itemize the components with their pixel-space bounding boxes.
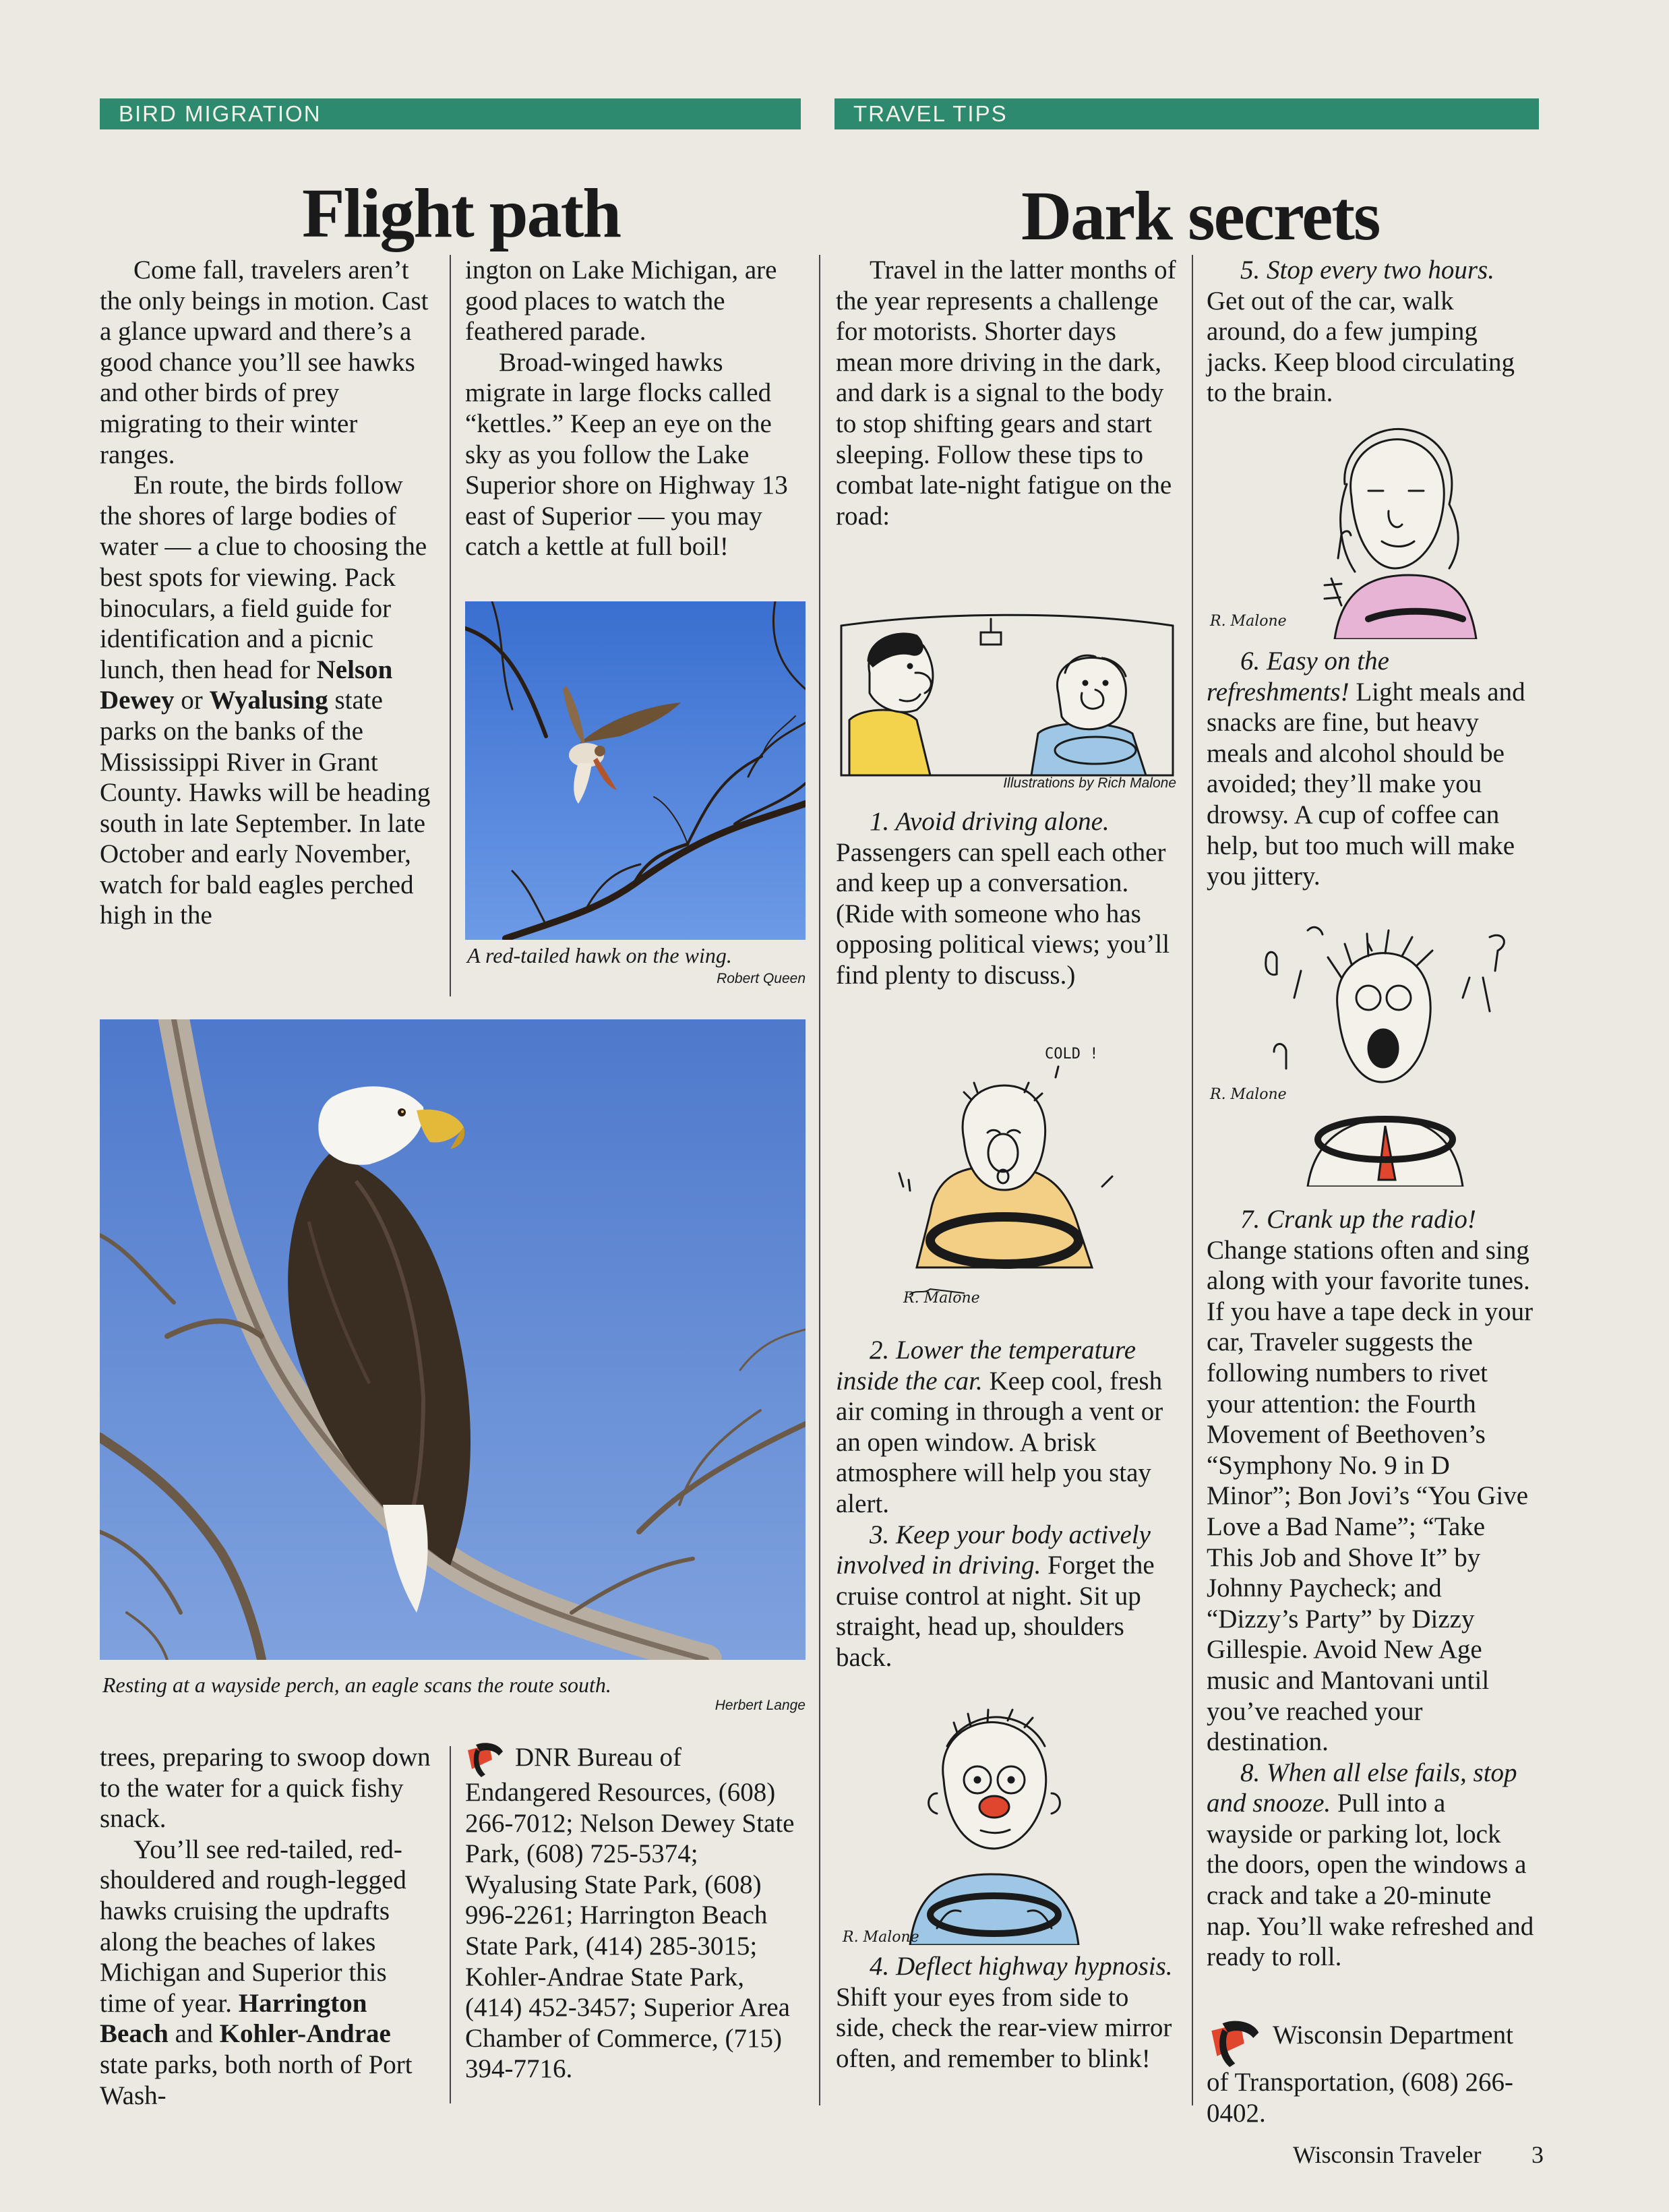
- eagle-photo-credit: Herbert Lange: [715, 1698, 806, 1713]
- dark-article-intro: [836, 255, 1176, 531]
- tips-7-8: [1207, 1204, 1537, 1973]
- artist-signature: R. Malone: [903, 1290, 980, 1307]
- park-name: Nelson Dewey: [100, 655, 393, 715]
- page-number: 3: [1531, 2141, 1544, 2168]
- eagle-photo: [100, 1019, 806, 1660]
- flight-article-column-2: [465, 255, 806, 562]
- phone-icon: [1207, 2020, 1262, 2067]
- eagle-caption: Resting at a wayside perch, an eagle scans the route south.: [102, 1673, 611, 1697]
- column-rule: [819, 255, 820, 2105]
- article-paragraph: Travel in the latter months of the year represents a challenge for motorists. Shorter days mean more driving in the dark, and dark is a signal to the body to stop shifting gears and start sleeping. Follow these tips to combat late-night fatigue on the road:: [836, 256, 1176, 531]
- illustration-passengers: [836, 599, 1176, 777]
- tip-6: [1207, 646, 1537, 892]
- park-name: Wyalusing: [209, 686, 328, 715]
- tips-2-3: [836, 1335, 1176, 1673]
- article-paragraph: 6. Easy on the refreshments! Light meals and snacks are fine, but heavy meals and alcohol should be avoided; they’ll make you drowsy. A cup of coffee can help, but too much will make you jittery.: [1207, 647, 1525, 891]
- flight-article-column-1: [100, 255, 435, 931]
- article-paragraph: trees, preparing to swoop down to the water for a quick fishy snack.: [100, 1743, 431, 1834]
- dot-contact-block: Wisconsin Department of Transportation, (608) 266-0402.: [1207, 2021, 1513, 2128]
- article-paragraph: You’ll see red-tailed, red-shouldered and rough-legged hawks cruising the updrafts along the beaches of lakes Michigan and Superior this time of year. Harrington Beach and Kohler-Andrae state parks, both north of Port Wash-: [100, 1834, 413, 2110]
- column-rule: [450, 255, 451, 996]
- artist-signature: R. Malone: [843, 1929, 919, 1945]
- phone-icon: [465, 1742, 504, 1777]
- flight-article-column-1-continued: [100, 1742, 435, 2111]
- section-label-bird-migration: BIRD MIGRATION: [100, 98, 801, 129]
- column-rule: [450, 1746, 451, 2103]
- article-paragraph: 5. Stop every two hours. Get out of the car, walk around, do a few jumping jacks. Keep blood circulating to the brain.: [1207, 256, 1515, 408]
- article-paragraph: 7. Crank up the radio! Change stations often and sing along with your favorite tunes. If you have a tape deck in your car, Traveler suggests the following numbers to rivet your attention: the Fourth Movement of Beethoven’s “Symphony No. 9 in D Minor”; Bon Jovi’s “You Give Love a Bad Name”; “Take This Job and Shove It” by Johnny Paycheck; and “Dizzy’s Party” by Dizzy Gillespie. Avoid New Age music and Mantovani until you’ve reached your destination.: [1207, 1205, 1534, 1757]
- tip-1: [836, 806, 1176, 991]
- dark-secrets-headline: Dark secrets: [1021, 177, 1380, 255]
- article-paragraph: 8. When all else fails, stop and snooze. Pull into a wayside or parking lot, lock the doors, open the windows a crack and take a 20-minute nap. You’ll wake refreshed and ready to roll.: [1207, 1758, 1534, 1972]
- section-label-travel-tips: TRAVEL TIPS: [834, 98, 1539, 129]
- article-paragraph: 1. Avoid driving alone. Passengers can spell each other and keep up a conversation. (Ride with someone who has opposing political views; you’ll find plenty to discuss.): [836, 807, 1170, 990]
- dnr-contact-block: DNR Bureau of Endangered Resources, (608) 266-7012; Nelson Dewey State Park, (608) 725-5374; Wyalusing State Park, (608) 996-2261; Harrington Beach State Park, (414) 285-3015; Kohler-Andrae State Park, (414) 452-3457; Superior Area Chamber of Commerce, (715) 394-7716.: [465, 1743, 795, 2084]
- illustration-credit: Illustrations by Rich Malone: [1003, 775, 1176, 791]
- magazine-name: Wisconsin Traveler: [1293, 2141, 1482, 2168]
- illustration-coffee-driver: [1207, 417, 1537, 639]
- illustration-singing-driver: [1207, 897, 1537, 1187]
- article-paragraph: 3. Keep your body actively involved in driving. Forget the cruise control at night. Sit up straight, head up, shoulders back.: [836, 1520, 1155, 1672]
- artist-signature: R. Malone: [1210, 1086, 1287, 1103]
- hawk-photo-credit: Robert Queen: [717, 971, 806, 986]
- column-rule: [1192, 255, 1193, 2105]
- article-paragraph: En route, the birds follow the shores of large bodies of water — a clue to choosing the best spots for viewing. Pack binoculars, a field guide for identification and a picnic lunch, then head for Nelson Dewey or Wyalusing state parks on the banks of the Mississippi River in Grant County. Hawks will be heading south in late September. In late October and early November, watch for bald eagles perched high in the: [100, 471, 431, 930]
- tip-5: [1207, 255, 1537, 409]
- park-name: Harrington Beach: [100, 1988, 367, 2049]
- tip-4: [836, 1951, 1176, 2074]
- illustration-hypnotized-driver: [836, 1706, 1176, 1945]
- article-paragraph: 4. Deflect highway hypnosis. Shift your eyes from side to side, check the rear-view mirror often, and remember to blink!: [836, 1952, 1173, 2073]
- article-paragraph: 2. Lower the temperature inside the car. Keep cool, fresh air coming in through a vent or an open window. A brisk atmosphere will help you stay alert.: [836, 1336, 1163, 1518]
- hawk-photo: [465, 601, 806, 940]
- hawk-caption: A red-tailed hawk on the wing.: [467, 943, 732, 967]
- article-paragraph: Broad-winged hawks migrate in large flocks called “kettles.” Keep an eye on the sky as you follow the Lake Superior shore on Highway 13 east of Superior — you may catch a kettle at full boil!: [465, 347, 788, 562]
- artist-signature: R. Malone: [1210, 613, 1287, 630]
- park-name: Kohler-Andrae: [219, 2019, 391, 2049]
- article-paragraph: Come fall, travelers aren’t the only beings in motion. Cast a glance upward and there’s a good chance you’ll see hawks and other birds of prey migrating to their winter ranges.: [100, 256, 429, 469]
- article-paragraph: ington on Lake Michigan, are good places to watch the feathered parade.: [465, 256, 777, 347]
- flight-path-headline: Flight path: [302, 175, 621, 252]
- cold-label: COLD !: [1045, 1046, 1099, 1063]
- illustration-cold-driver: [863, 1038, 1159, 1321]
